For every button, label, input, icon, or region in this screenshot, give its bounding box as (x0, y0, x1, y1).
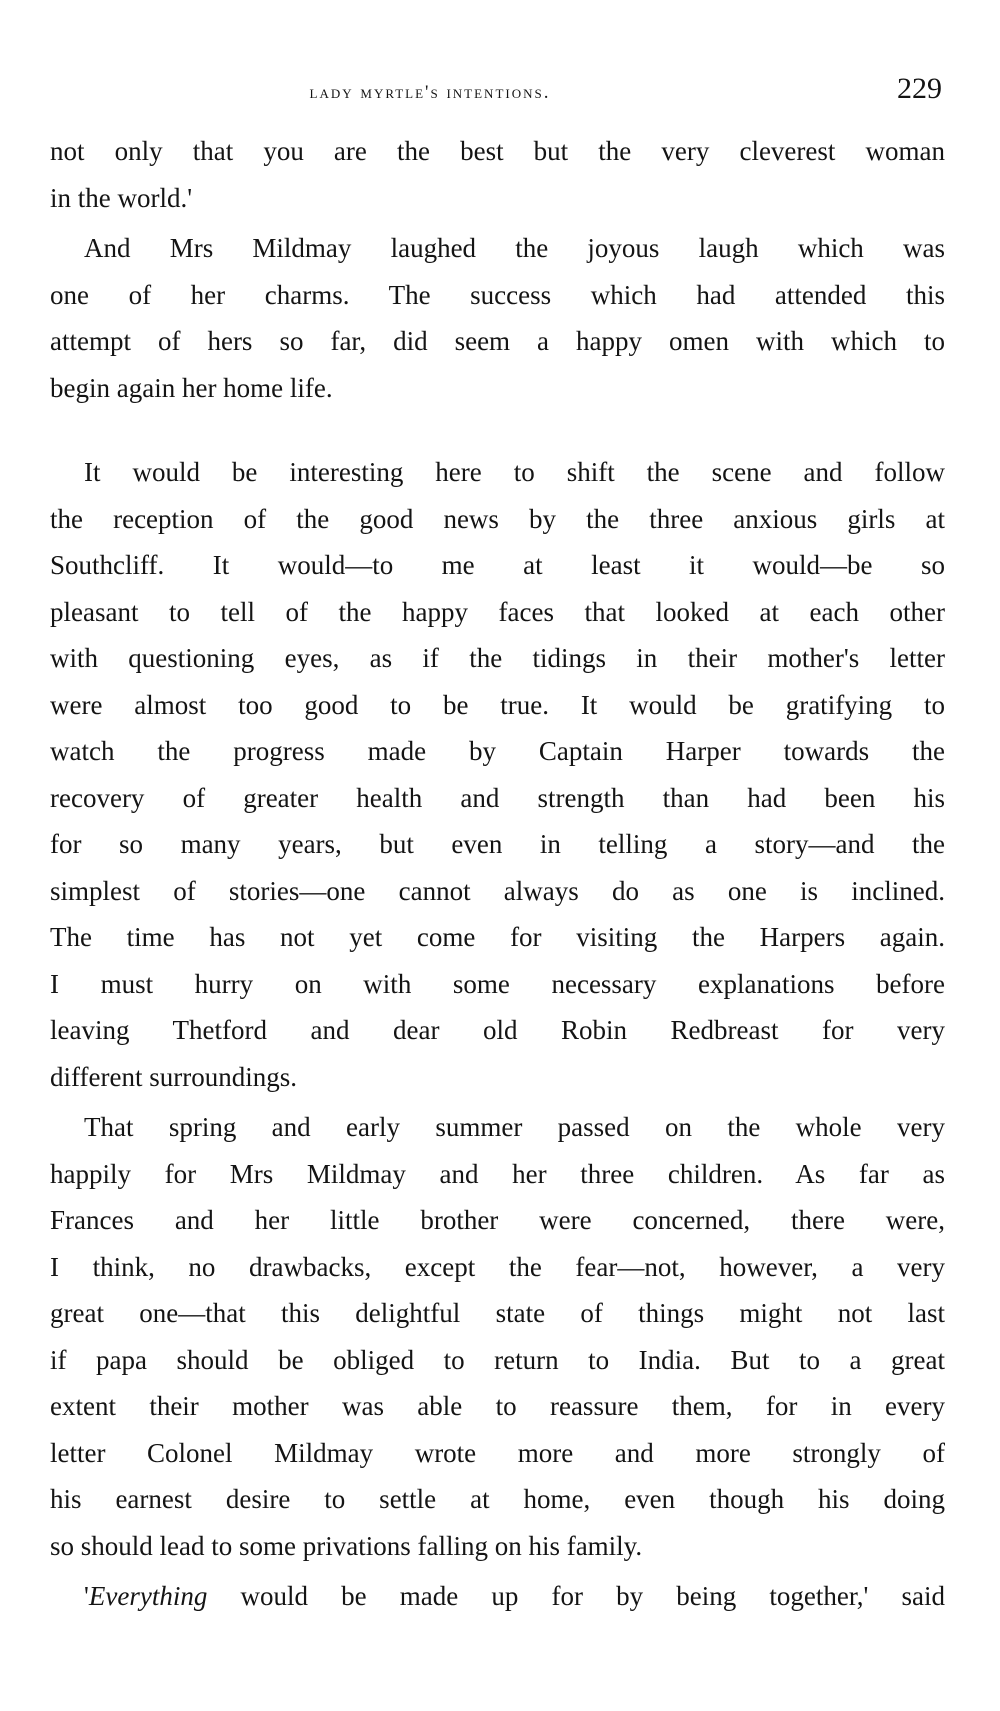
text-line: I think, no drawbacks, except the fear—not, however, a very (50, 1251, 945, 1282)
text-line: watch the progress made by Captain Harper towards the (50, 736, 945, 766)
text-line: begin again her home life. (50, 372, 333, 403)
text-line: And Mrs Mildmay laughed the joyous laugh which was (84, 233, 945, 263)
text-line: with questioning eyes, as if the tidings in their mother's letter (50, 643, 945, 673)
section-break (50, 411, 945, 449)
text-line: extent their mother was able to reassure them, for in every (50, 1391, 945, 1421)
text-line: leaving Thetford and dear old Robin Redbreast for very (50, 1015, 945, 1045)
text-line: in the world.' (50, 182, 193, 213)
running-title: lady myrtle's intentions. (309, 82, 551, 103)
text-line: letter Colonel Mildmay wrote more and more strongly of (50, 1437, 945, 1468)
text-line-final (50, 1573, 945, 1620)
italic-word: Everything (88, 1581, 208, 1611)
text-line: That spring and early summer passed on the whole very (84, 1112, 945, 1142)
text-line: attempt of hers so far, did seem a happy omen with which to (50, 326, 945, 356)
text-line: simplest of stories—one cannot always do as one is inclined. (50, 875, 945, 906)
page-number: 229 (897, 72, 942, 105)
text-line: were almost too good to be true. It would be gratifying to (50, 689, 945, 720)
text-line: Southcliff. It would—to me at least it would—be so (50, 550, 945, 580)
open-quote: ' (84, 1581, 89, 1611)
text-line: I must hurry on with some necessary explanations before (50, 968, 945, 999)
text-line: The time has not yet come for visiting the Harpers again. (50, 922, 945, 952)
text-line: pleasant to tell of the happy faces that looked at each other (50, 596, 945, 627)
text-line: recovery of greater health and strength than had been his (50, 782, 945, 813)
text-line: Frances and her little brother were concerned, there were, (50, 1205, 945, 1235)
text-line: great one—that this delightful state of things might not last (50, 1298, 945, 1328)
text-line: the reception of the good news by the three anxious girls at (50, 503, 945, 534)
running-head (50, 72, 950, 112)
text-line: happily for Mrs Mildmay and her three children. As far as (50, 1158, 945, 1189)
text-line: so should lead to some privations falling on his family. (50, 1530, 643, 1561)
text-line: for so many years, but even in telling a story—and the (50, 829, 945, 859)
body-text (50, 128, 945, 1620)
text-line: one of her charms. The success which had attended this (50, 279, 945, 310)
final-line-rest: would be made up for by being together,' said (207, 1581, 945, 1611)
text-line: not only that you are the best but the very cleverest woman (50, 136, 945, 166)
text-line: if papa should be obliged to return to India. But to a great (50, 1344, 945, 1375)
text-line: different surroundings. (50, 1061, 297, 1092)
text-line: It would be interesting here to shift the scene and follow (84, 457, 945, 487)
text-line: his earnest desire to settle at home, even though his doing (50, 1484, 945, 1514)
